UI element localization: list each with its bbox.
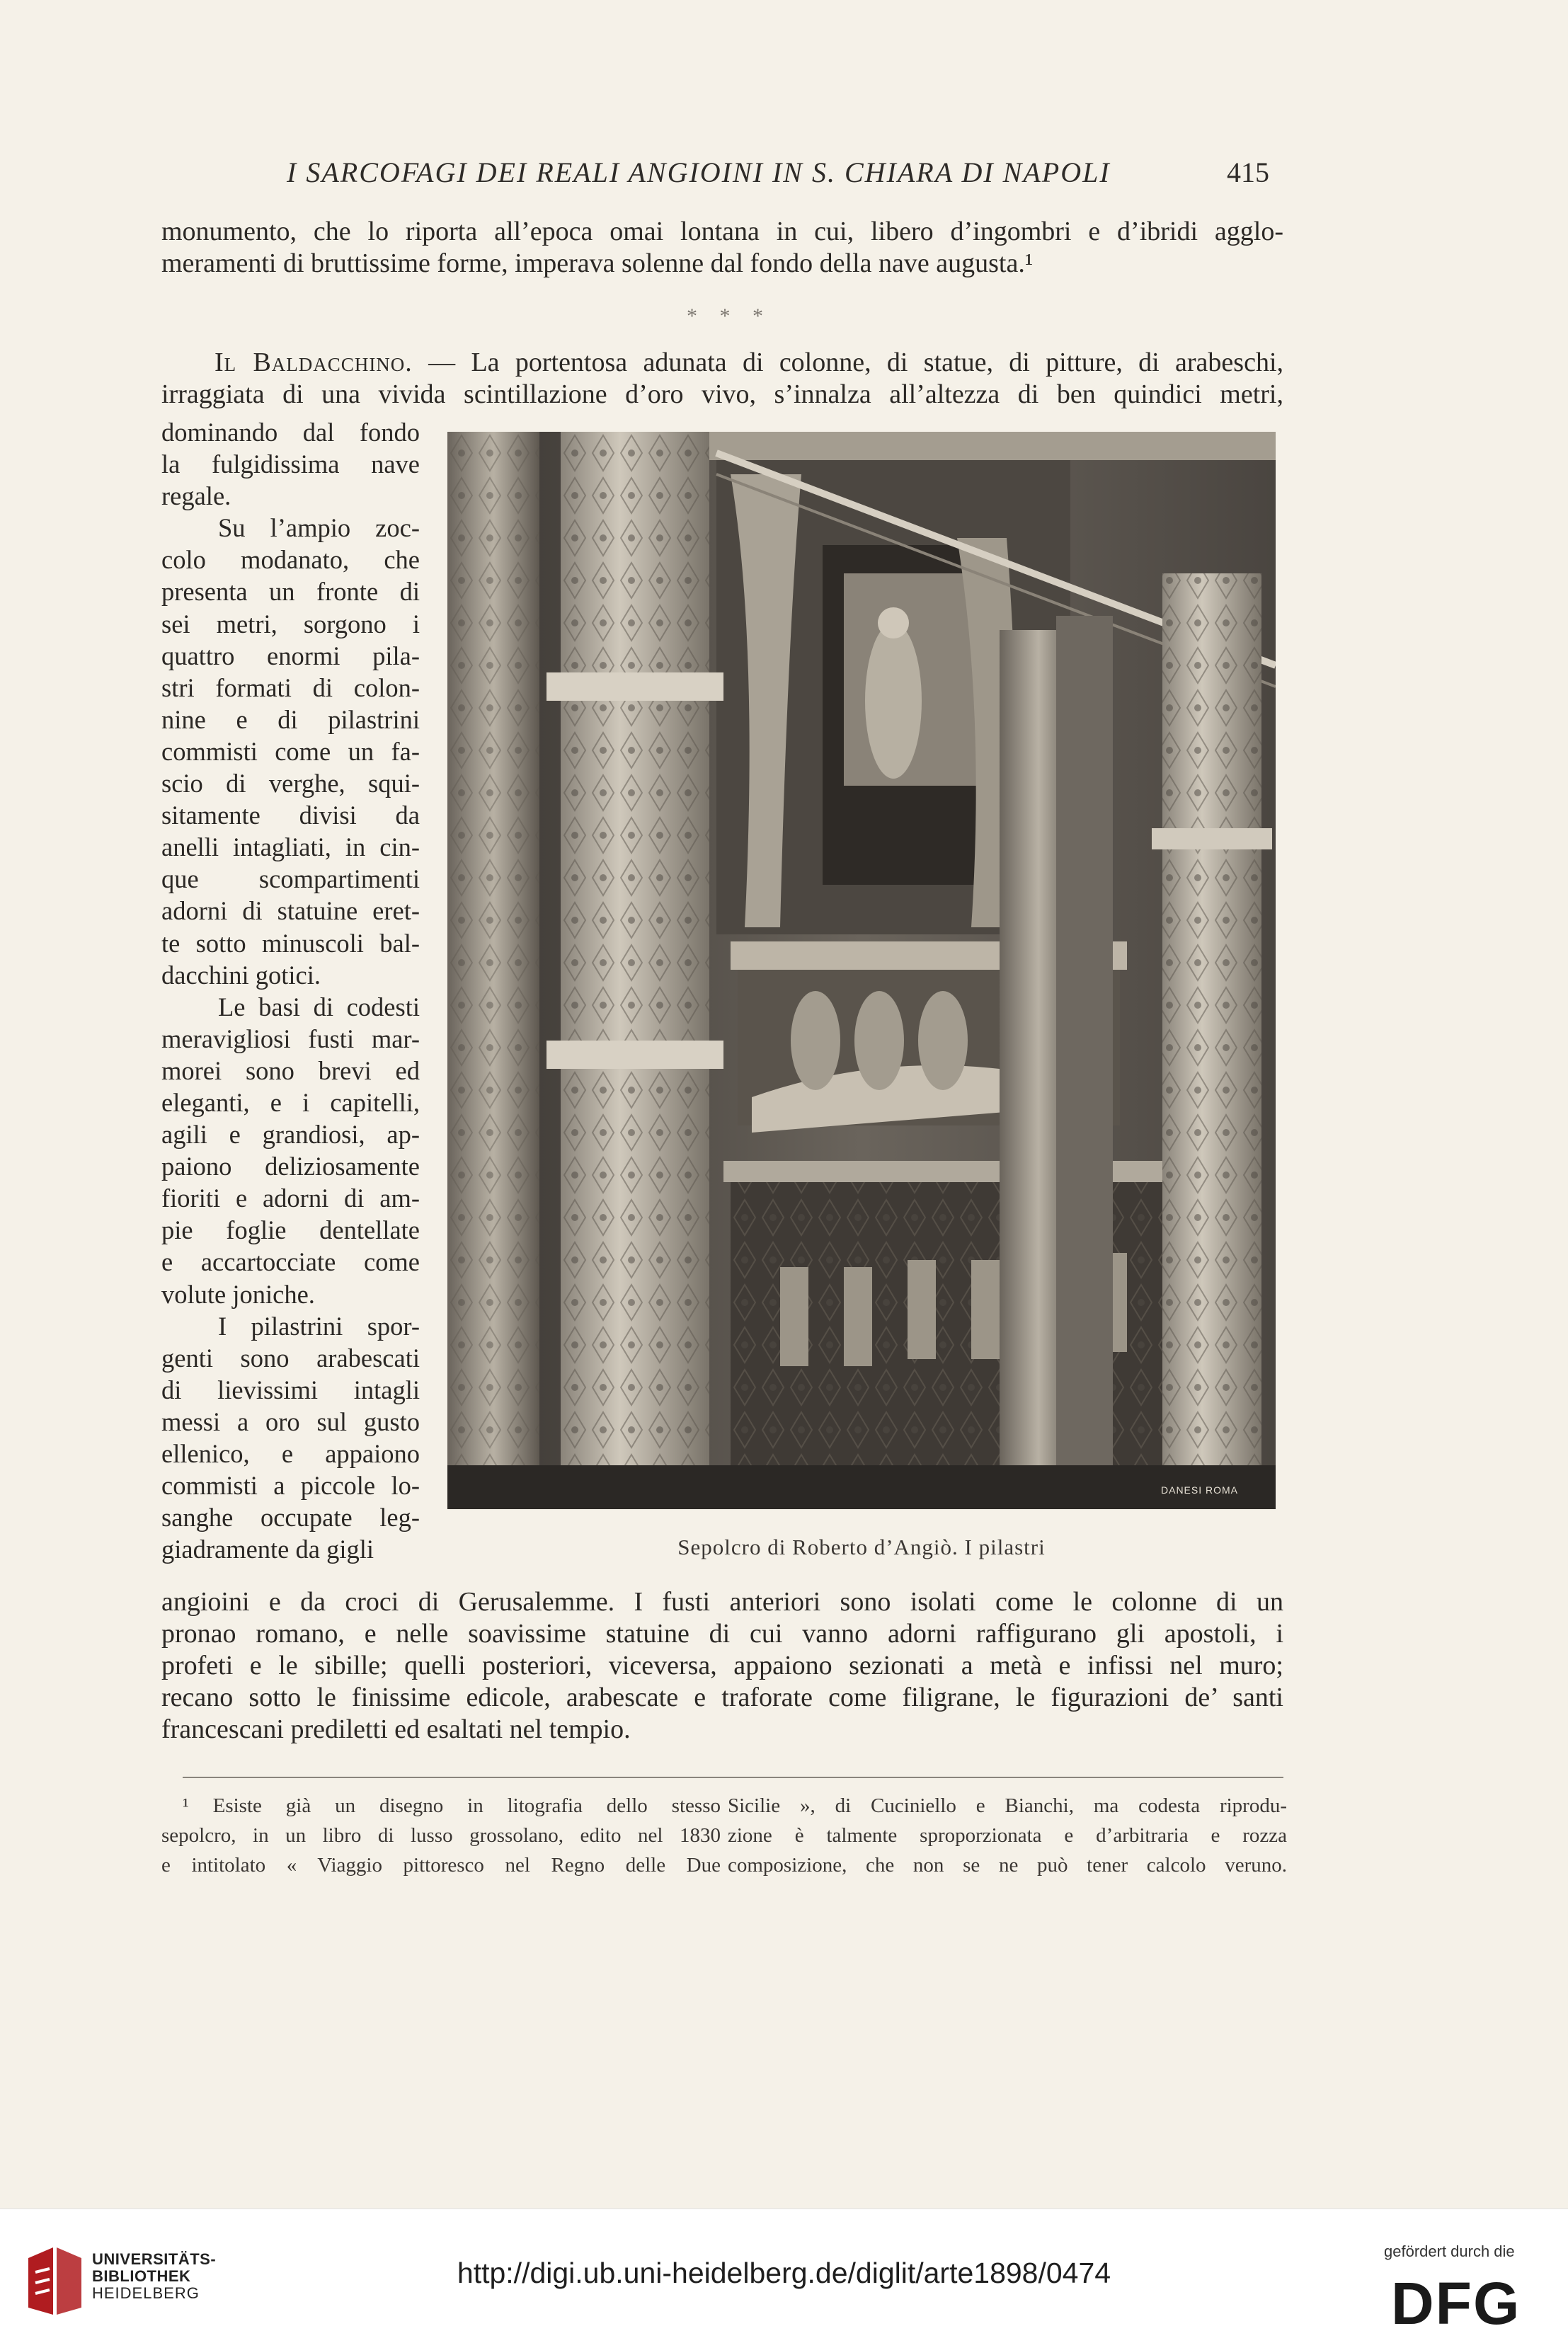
text-line: adorni di statuine eret- [161,896,420,926]
footnote-left-column [161,1791,721,1880]
library-line: UNIVERSITÄTS- [92,2250,217,2268]
text-line: meravigliosi fusti mar- [161,1024,420,1053]
text-line: paiono deliziosamente [161,1152,420,1181]
text-line: ¹ Esiste già un disegno in litografia dello stesso [183,1794,721,1817]
footnote-divider [183,1777,1283,1778]
text-line: nine e di pilastrini [161,704,420,734]
dfg-logo: DFG [1391,2270,1521,2337]
text-line: anelli intagliati, in cin- [161,832,420,862]
text-line: e intitolato « Viaggio pittoresco nel Regno delle Due [161,1854,721,1877]
text-line: giadramente da gigli [161,1535,374,1564]
text-line: que scompartimenti [161,864,420,894]
text-line: e accartocciate come [161,1247,420,1277]
tomb-photograph [447,432,1276,1509]
section-heading: Il Baldacchino. [214,348,413,377]
permalink-url[interactable]: http://digi.ub.uni-heidelberg.de/diglit/arte1898/0474 [457,2257,1111,2289]
text-line: te sotto minuscoli bal- [161,928,420,958]
text-line: commisti a piccole lo- [161,1471,420,1501]
text-line: la fulgidissima nave [161,449,420,479]
text-line: sepolcro, in un libro di lusso grossolano, edito nel 1830 [161,1824,721,1847]
text-line: composizione, che non se ne può tener calcolo veruno. [728,1854,1287,1877]
text-line [161,347,1283,379]
text-line: eleganti, e i capitelli, [161,1087,420,1117]
text-line: pie foglie dentellate [161,1215,420,1245]
narrow-text-column [161,416,420,1565]
text-line: I pilastrini spor- [218,1311,420,1341]
text-line: zione è talmente sproporzionata e d’arbitraria e rozza [728,1824,1287,1847]
text-line: ellenico, e appaiono [161,1439,420,1468]
text-line: scio di verghe, squi- [161,769,420,798]
text-line: profeti e le sibille; quelli posteriori, viceversa, appaiono sezionati a metà e infissi nel muro; [161,1651,1283,1680]
running-head-title: I SARCOFAGI DEI REALI ANGIOINI IN S. CHIARA DI NAPOLI [287,156,1111,188]
text-line: agili e grandiosi, ap- [161,1120,420,1150]
library-line: HEIDELBERG [92,2284,200,2302]
text-line: regale. [161,481,231,511]
opening-paragraph [161,216,1283,280]
page-number: 415 [1227,156,1269,188]
closing-paragraph [161,1586,1283,1746]
text-line: volute joniche. [161,1279,315,1309]
text-line: fioriti e adorni di am- [161,1184,420,1213]
text-line: di lievissimi intagli [161,1375,420,1404]
text-line: stri formati di colon- [161,672,420,702]
text-line: Sicilie », di Cuciniello e Bianchi, ma codesta riprodu- [728,1794,1287,1817]
text-line: morei sono brevi ed [161,1055,420,1085]
text-line: pronao romano, e nelle soavissime statuine di cui vanno adorni raffigurano gli apostoli, i [161,1619,1283,1649]
text-line: Su l’ampio zoc- [218,513,420,543]
text-line: irraggiata di una vivida scintillazione d’oro vivo, s’innalza all’altezza di ben quindici metri, [161,379,1283,409]
section-intro-text: — La portentosa adunata di colonne, di statue, di pitture, di arabeschi, [428,348,1283,377]
text-line: genti sono arabescati [161,1343,420,1373]
text-line: recano sotto le finissime edicole, arabescate e traforate come filigrane, le figurazioni de’ santi [161,1683,1283,1712]
text-line: monumento, che lo riporta all’epoca omai lontana in cui, libero d’ingombri e d’ibridi agglo- [161,217,1283,246]
text-line: presenta un fronte di [161,577,420,607]
text-line: messi a oro sul gusto [161,1407,420,1436]
photograph-plate [447,432,1276,1509]
funder-label: gefördert durch die [1384,2242,1515,2260]
section-intro [161,347,1283,411]
text-line: dacchini gotici. [161,960,321,990]
text-line: quattro enormi pila- [161,641,420,670]
photo-credit: DANESI ROMA [1161,1484,1239,1496]
text-line: meramenti di bruttissime forme, imperava solenne dal fondo della nave augusta.¹ [161,248,1034,278]
text-line: sitamente divisi da [161,801,420,830]
text-line: colo modanato, che [161,545,420,575]
section-asterism: * * * [687,304,772,328]
footnote-right-column [728,1791,1287,1880]
text-line: dominando dal fondo [161,418,420,447]
text-line: commisti come un fa- [161,736,420,766]
figure-caption: Sepolcro di Roberto d’Angiò. I pilastri [677,1535,1046,1559]
text-line: angioini e da croci di Gerusalemme. I fusti anteriori sono isolati come le colonne di un [161,1587,1283,1617]
text-line: sanghe occupate leg- [161,1503,420,1533]
text-line: Le basi di codesti [218,992,420,1021]
library-line: BIBLIOTHEK [92,2267,191,2285]
text-line: francescani prediletti ed esaltati nel tempio. [161,1714,631,1744]
text-line: sei metri, sorgono i [161,609,420,638]
